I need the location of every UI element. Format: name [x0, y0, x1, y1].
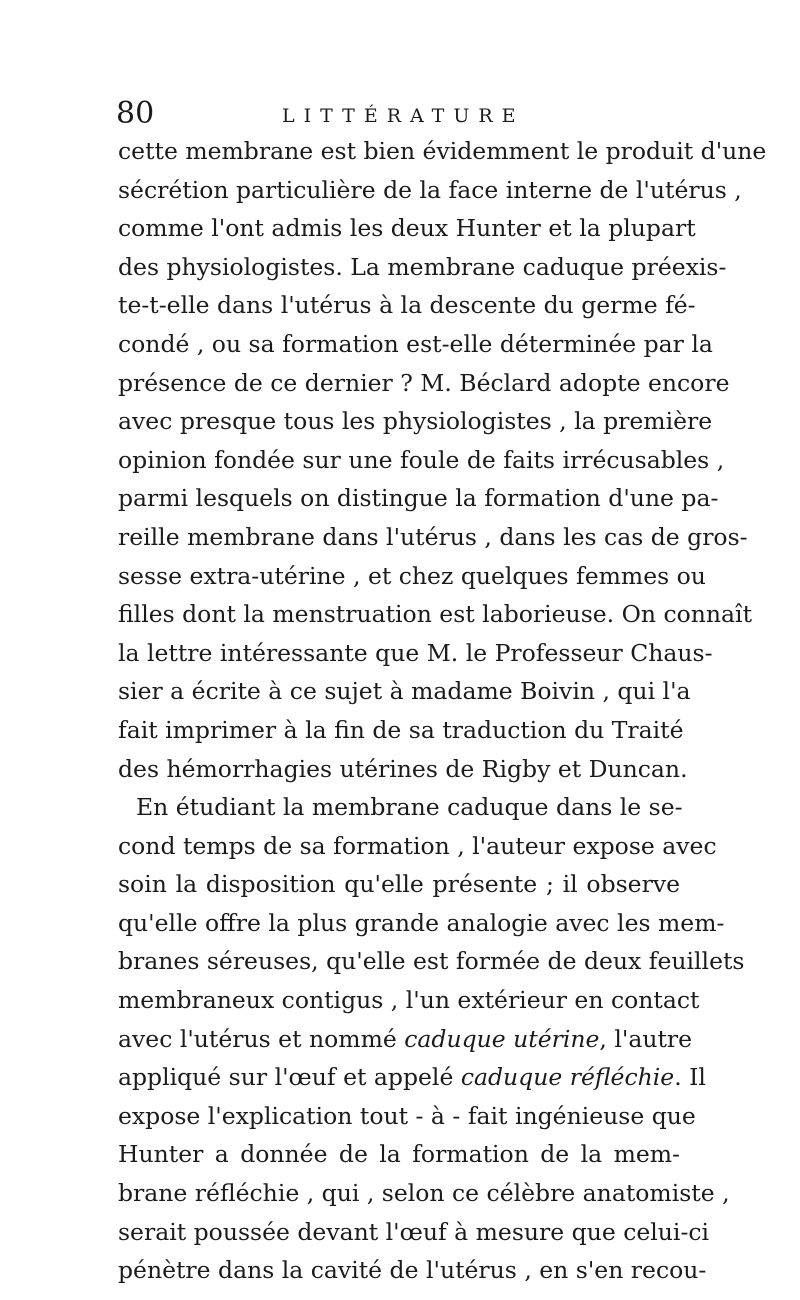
text-line: des physiologistes. La membrane caduque préexis- — [118, 252, 727, 281]
text-line: parmi lesquels on distingue la formation d'une pa- — [118, 484, 719, 513]
text-line: te-t-elle dans l'utérus à la descente du germe fé- — [118, 291, 696, 320]
text-line: fait imprimer à la fin de sa traduction du Traité — [118, 715, 684, 744]
paragraph-first-line: En étudiant la membrane caduque dans le se- — [136, 793, 683, 822]
text-line: condé , ou sa formation est-elle déterminée par la — [118, 329, 713, 358]
text-line: comme l'ont admis les deux Hunter et la plupart — [118, 214, 696, 243]
text-line: Hunter a donnée de la formation de la mem- — [118, 1140, 680, 1169]
text-run: . Il — [674, 1063, 706, 1092]
text-line: sesse extra-utérine , et chez quelques femmes ou — [118, 561, 706, 590]
text-run: appliqué sur l'œuf et appelé — [118, 1063, 461, 1092]
body-text — [118, 132, 767, 1290]
text-line — [118, 1020, 693, 1059]
page-number: 80 — [116, 96, 155, 131]
text-line: cond temps de sa formation , l'auteur expose avec — [118, 831, 717, 860]
text-line: serait poussée devant l'œuf à mesure que celui-ci — [118, 1217, 710, 1246]
text-line: expose l'explication tout - à - fait ingénieuse que — [118, 1101, 696, 1130]
text-line: qu'elle offre la plus grande analogie avec les mem- — [118, 908, 725, 937]
text-line: soin la disposition qu'elle présente ; il observe — [118, 870, 680, 899]
text-run: , l'autre — [599, 1024, 693, 1053]
text-line: cette membrane est bien évidemment le produit d'une — [118, 137, 767, 165]
text-line: présence de ce dernier ? M. Béclard adopte encore — [118, 368, 730, 397]
text-line: brane réfléchie , qui , selon ce célèbre anatomiste , — [118, 1179, 730, 1208]
text-line: sier a écrite à ce sujet à madame Boivin , qui l'a — [118, 677, 691, 706]
text-line: opinion fondée sur une foule de faits irrécusables , — [118, 445, 725, 474]
text-line: pénètre dans la cavité de l'utérus , en s'en recou- — [118, 1256, 707, 1285]
text-line: la lettre intéressante que M. le Professeur Chaus- — [118, 638, 713, 667]
text-line: sécrétion particulière de la face interne de l'utérus , — [118, 175, 742, 204]
text-line: branes séreuses, qu'elle est formée de deux feuillets — [118, 947, 745, 976]
italic-term: caduque utérine — [404, 1024, 600, 1053]
text-line: filles dont la menstruation est laborieuse. On connaît — [118, 600, 753, 629]
text-run: avec l'utérus et nommé — [118, 1024, 405, 1053]
text-line: des hémorrhagies utérines de Rigby et Duncan. — [118, 754, 688, 783]
text-line: membraneux contigus , l'un extérieur en contact — [118, 986, 700, 1015]
text-line: reille membrane dans l'utérus , dans les cas de gros- — [118, 522, 748, 551]
running-title: LITTÉRATURE — [282, 105, 525, 127]
text-line: avec presque tous les physiologistes , la première — [118, 407, 713, 436]
italic-term: caduque réfléchie — [460, 1063, 675, 1092]
page-header — [116, 96, 682, 136]
text-line — [118, 1058, 706, 1097]
